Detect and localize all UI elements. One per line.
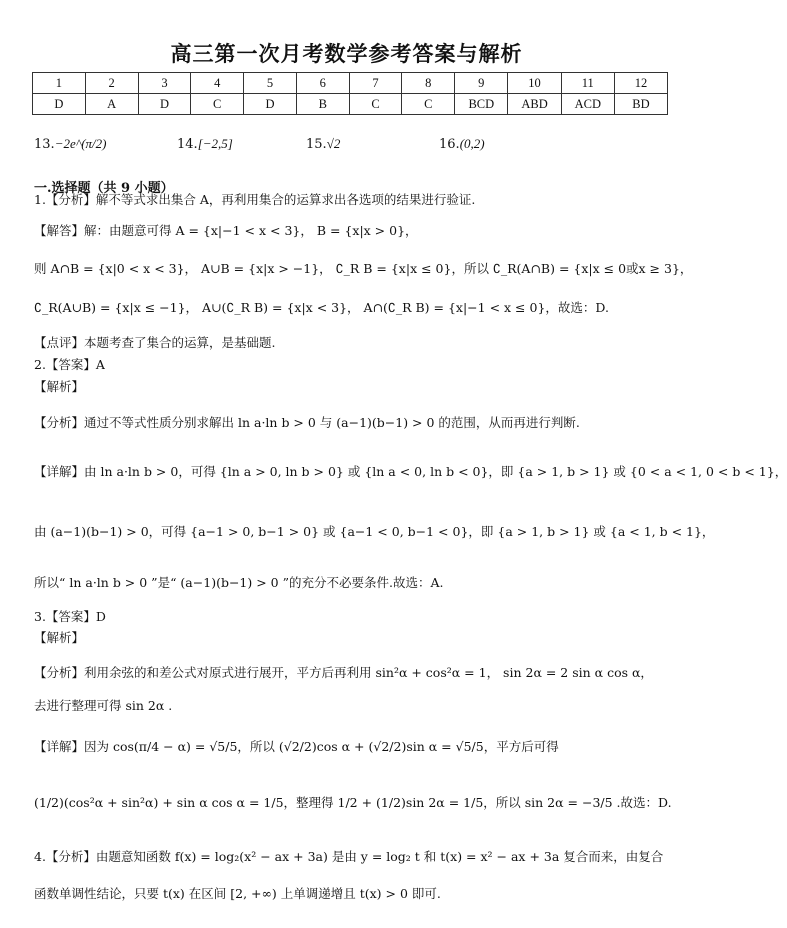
fill-in-16 [439, 136, 559, 152]
q3-analysis2: 去进行整理可得 sin 2α . [34, 698, 173, 713]
answer-number-cell: 9 [455, 73, 508, 94]
answer-number-cell: 3 [138, 73, 191, 94]
answer-value-cell: C [349, 94, 402, 115]
section-title: 一.选择题（共 9 小题） [34, 181, 174, 196]
answer-value-cell: D [33, 94, 86, 115]
q4-line2: 函数单调性结论，只要 t(x) 在区间 [2, +∞) 上单调递增且 t(x) > 0 即可. [34, 886, 441, 901]
q4-line1: 4.【分析】由题意知函数 f(x) = log₂(x² − ax + 3a) 是由 y = log₂ t 和 t(x) = x² − ax + 3a 复合而来，由复合 [34, 849, 664, 864]
answer-value-cell: D [244, 94, 297, 115]
q3-jiexi: 【解析】 [34, 630, 85, 645]
answer-table-values-row [33, 94, 668, 115]
answer-value-cell: BD [614, 94, 667, 115]
answer-value-cell: A [85, 94, 138, 115]
fill-in-13 [34, 136, 154, 152]
q1-solution: 【解答】解：由题意可得 A = {x|−1 < x < 3}， B = {x|x > 0}， [34, 223, 418, 238]
answer-number-cell: 6 [296, 73, 349, 94]
q3-detail1: 【详解】因为 cos(π/4 − α) = √5/5，所以 (√2/2)cos α + (√2/2)sin α = √5/5，平方后可得 [34, 739, 559, 754]
answer-value-cell: C [402, 94, 455, 115]
q1-line2: 则 A∩B = {x|0 < x < 3}， A∪B = {x|x > −1}， ∁_R B = {x|x ≤ 0}，所以 ∁_R(A∩B) = {x|x ≤ 0或x ≥ 3}， [34, 261, 693, 276]
fill-in-15 [306, 136, 426, 152]
q2-answer: 2.【答案】A [34, 357, 105, 372]
answer-table-numbers-row [33, 73, 668, 94]
answer-number-cell: 2 [85, 73, 138, 94]
q2-detail1: 【详解】由 ln a·ln b > 0，可得 {ln a > 0, ln b > 0} 或 {ln a < 0, ln b < 0}，即 {a > 1, b > 1} 或 {0 < a < 1, 0 < b < 1}， [34, 464, 787, 479]
answer-table [32, 72, 668, 115]
fill-in-16-value: (0,2) [459, 136, 485, 151]
q2-detail2: 由 (a−1)(b−1) > 0，可得 {a−1 > 0, b−1 > 0} 或 {a−1 < 0, b−1 < 0}，即 {a > 1, b > 1} 或 {a < 1, b < 1}， [34, 524, 715, 539]
fill-in-15-value: √2 [326, 136, 341, 151]
fill-in-14-value: [−2,5] [197, 136, 233, 151]
answer-value-cell: B [296, 94, 349, 115]
answer-number-cell: 5 [244, 73, 297, 94]
fill-in-13-value: −2e^(π/2) [54, 136, 107, 151]
answer-number-cell: 1 [33, 73, 86, 94]
answer-number-cell: 4 [191, 73, 244, 94]
fill-in-16-label: 16. [439, 137, 460, 152]
answer-number-cell: 8 [402, 73, 455, 94]
q3-analysis1: 【分析】利用余弦的和差公式对原式进行展开，平方后再利用 sin²α + cos²α = 1， sin 2α = 2 sin α cos α， [34, 665, 653, 680]
q2-conclusion: 所以“ ln a·ln b > 0 ”是“ (a−1)(b−1) > 0 ”的充分不必要条件.故选：A. [34, 575, 444, 590]
q3-detail2: (1/2)(cos²α + sin²α) + sin α cos α = 1/5，整理得 1/2 + (1/2)sin 2α = 1/5，所以 sin 2α = −3/5 .故选：D. [34, 795, 672, 810]
answer-number-cell: 11 [561, 73, 614, 94]
q1-comment: 【点评】本题考查了集合的运算，是基础题. [34, 335, 276, 350]
q2-jiexi: 【解析】 [34, 379, 85, 394]
answer-number-cell: 7 [349, 73, 402, 94]
page-title: 高三第一次月考数学参考答案与解析 [170, 41, 523, 66]
answer-number-cell: 12 [614, 73, 667, 94]
answer-value-cell: BCD [455, 94, 508, 115]
answer-value-cell: D [138, 94, 191, 115]
fill-in-13-label: 13. [34, 137, 55, 152]
fill-in-14-label: 14. [177, 137, 198, 152]
answer-number-cell: 10 [508, 73, 561, 94]
fill-in-15-label: 15. [306, 137, 327, 152]
q2-analysis: 【分析】通过不等式性质分别求解出 ln a·ln b > 0 与 (a−1)(b−1) > 0 的范围，从而再进行判断. [34, 415, 580, 430]
q1-line3: ∁_R(A∪B) = {x|x ≤ −1}， A∪(∁_R B) = {x|x < 3}， A∩(∁_R B) = {x|−1 < x ≤ 0}，故选：D. [34, 300, 609, 315]
q3-answer: 3.【答案】D [34, 609, 106, 624]
fill-in-14 [177, 136, 297, 152]
answer-value-cell: ACD [561, 94, 614, 115]
answer-value-cell: ABD [508, 94, 561, 115]
q1-analysis: 1.【分析】解不等式求出集合 A，再利用集合的运算求出各选项的结果进行验证. [34, 192, 476, 207]
answer-value-cell: C [191, 94, 244, 115]
